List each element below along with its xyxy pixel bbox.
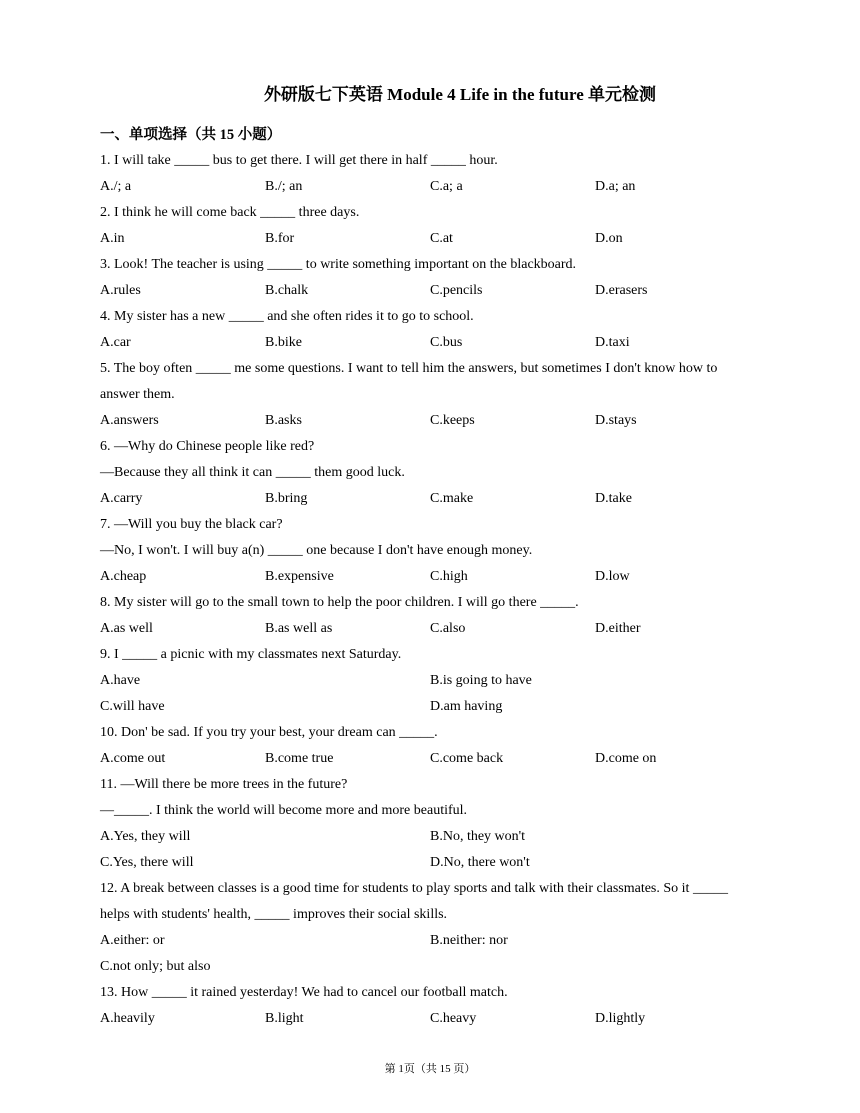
answer-option: D.on xyxy=(595,231,623,246)
answer-option: B.for xyxy=(265,231,295,246)
question-text: 12. A break between classes is a good time for students to play sports and talk with their classmates. So it _____ helps with students' health, _____ improves their social skills. xyxy=(100,881,728,922)
answer-option: B.neither: nor xyxy=(430,933,508,948)
question-13 xyxy=(100,980,760,1032)
answer-option: B.No, they won't xyxy=(430,829,526,844)
document-title: 外研版七下英语 Module 4 Life in the future 单元检测 xyxy=(263,85,657,104)
answer-option: C.high xyxy=(430,569,468,584)
option-row xyxy=(100,954,760,980)
answer-option: D.take xyxy=(595,491,632,506)
answer-option: C.pencils xyxy=(430,283,483,298)
question-text: 13. How _____ it rained yesterday! We had to cancel our football match. xyxy=(100,985,508,1000)
answer-option: B.as well as xyxy=(265,621,333,636)
option-row xyxy=(100,330,760,356)
answer-option: A.answers xyxy=(100,413,159,428)
question-5 xyxy=(100,356,760,434)
question-6 xyxy=(100,434,760,512)
question-4 xyxy=(100,304,760,356)
answer-option: C.also xyxy=(430,621,466,636)
answer-option: D.am having xyxy=(430,699,503,714)
option-row xyxy=(100,226,760,252)
answer-option: A.Yes, they will xyxy=(100,829,191,844)
answer-option: D.come on xyxy=(595,751,657,766)
answer-option: A.in xyxy=(100,231,125,246)
answer-option: B.expensive xyxy=(265,569,334,584)
answer-option: D.No, there won't xyxy=(430,855,530,870)
question-text: —Because they all think it can _____ them good luck. xyxy=(100,465,405,480)
question-9 xyxy=(100,642,760,720)
answer-option: D.low xyxy=(595,569,630,584)
answer-option: D.a; an xyxy=(595,179,636,194)
answer-option: C.come back xyxy=(430,751,504,766)
option-row xyxy=(100,616,760,642)
question-7 xyxy=(100,512,760,590)
answer-option: A./; a xyxy=(100,179,132,194)
answer-option: C.make xyxy=(430,491,474,506)
answer-option: A.car xyxy=(100,335,131,350)
answer-option: D.either xyxy=(595,621,641,636)
option-row xyxy=(100,278,760,304)
question-text: 3. Look! The teacher is using _____ to write something important on the blackboard. xyxy=(100,257,577,272)
answer-option: C.a; a xyxy=(430,179,463,194)
option-row xyxy=(100,694,760,720)
answer-option: A.cheap xyxy=(100,569,147,584)
answer-option: D.stays xyxy=(595,413,637,428)
answer-option: C.keeps xyxy=(430,413,475,428)
answer-option: A.have xyxy=(100,673,141,688)
question-list xyxy=(100,148,760,1032)
question-text: —_____. I think the world will become more and more beautiful. xyxy=(100,803,468,818)
question-1 xyxy=(100,148,760,200)
answer-option: A.heavily xyxy=(100,1011,155,1026)
answer-option: C.heavy xyxy=(430,1011,477,1026)
answer-option: B.chalk xyxy=(265,283,309,298)
question-2 xyxy=(100,200,760,252)
page-footer: 第 1页（共 15 页） xyxy=(384,1063,476,1075)
option-row xyxy=(100,824,760,850)
question-text: 4. My sister has a new _____ and she often rides it to go to school. xyxy=(100,309,474,324)
option-row xyxy=(100,668,760,694)
section-heading: 一、单项选择（共 15 小题） xyxy=(100,127,282,143)
answer-option: A.come out xyxy=(100,751,166,766)
question-text: 1. I will take _____ bus to get there. I will get there in half _____ hour. xyxy=(100,153,498,168)
option-row xyxy=(100,928,760,954)
question-8 xyxy=(100,590,760,642)
question-3 xyxy=(100,252,760,304)
option-row xyxy=(100,850,760,876)
question-10 xyxy=(100,720,760,772)
question-text: 9. I _____ a picnic with my classmates next Saturday. xyxy=(100,647,402,662)
option-row xyxy=(100,486,760,512)
question-text: —No, I won't. I will buy a(n) _____ one because I don't have enough money. xyxy=(100,543,533,558)
answer-option: B.light xyxy=(265,1011,304,1026)
answer-option: D.erasers xyxy=(595,283,648,298)
answer-option: A.carry xyxy=(100,491,143,506)
answer-option: B.bike xyxy=(265,335,302,350)
option-row xyxy=(100,1006,760,1032)
answer-option: D.taxi xyxy=(595,335,630,350)
answer-option: C.at xyxy=(430,231,453,246)
question-text: 8. My sister will go to the small town to help the poor children. I will go there _____. xyxy=(100,595,579,610)
option-row xyxy=(100,408,760,434)
question-text: 7. —Will you buy the black car? xyxy=(100,517,283,532)
answer-option: C.not only; but also xyxy=(100,959,211,974)
answer-option: A.rules xyxy=(100,283,141,298)
answer-option: B./; an xyxy=(265,179,303,194)
answer-option: B.come true xyxy=(265,751,334,766)
answer-option: C.Yes, there will xyxy=(100,855,194,870)
question-12 xyxy=(100,876,760,980)
option-row xyxy=(100,746,760,772)
answer-option: C.will have xyxy=(100,699,165,714)
question-text: 5. The boy often _____ me some questions. I want to tell him the answers, but sometimes I don't know how to answer them. xyxy=(100,361,718,402)
answer-option: C.bus xyxy=(430,335,463,350)
answer-option: D.lightly xyxy=(595,1011,646,1026)
option-row xyxy=(100,564,760,590)
question-11 xyxy=(100,772,760,876)
answer-option: A.as well xyxy=(100,621,153,636)
answer-option: B.bring xyxy=(265,491,308,506)
question-text: 6. —Why do Chinese people like red? xyxy=(100,439,315,454)
answer-option: A.either: or xyxy=(100,933,165,948)
question-text: 11. —Will there be more trees in the future? xyxy=(100,777,348,792)
question-text: 10. Don' be sad. If you try your best, your dream can _____. xyxy=(100,725,438,740)
option-row xyxy=(100,174,760,200)
question-text: 2. I think he will come back _____ three days. xyxy=(100,205,360,220)
answer-option: B.is going to have xyxy=(430,673,532,688)
answer-option: B.asks xyxy=(265,413,302,428)
